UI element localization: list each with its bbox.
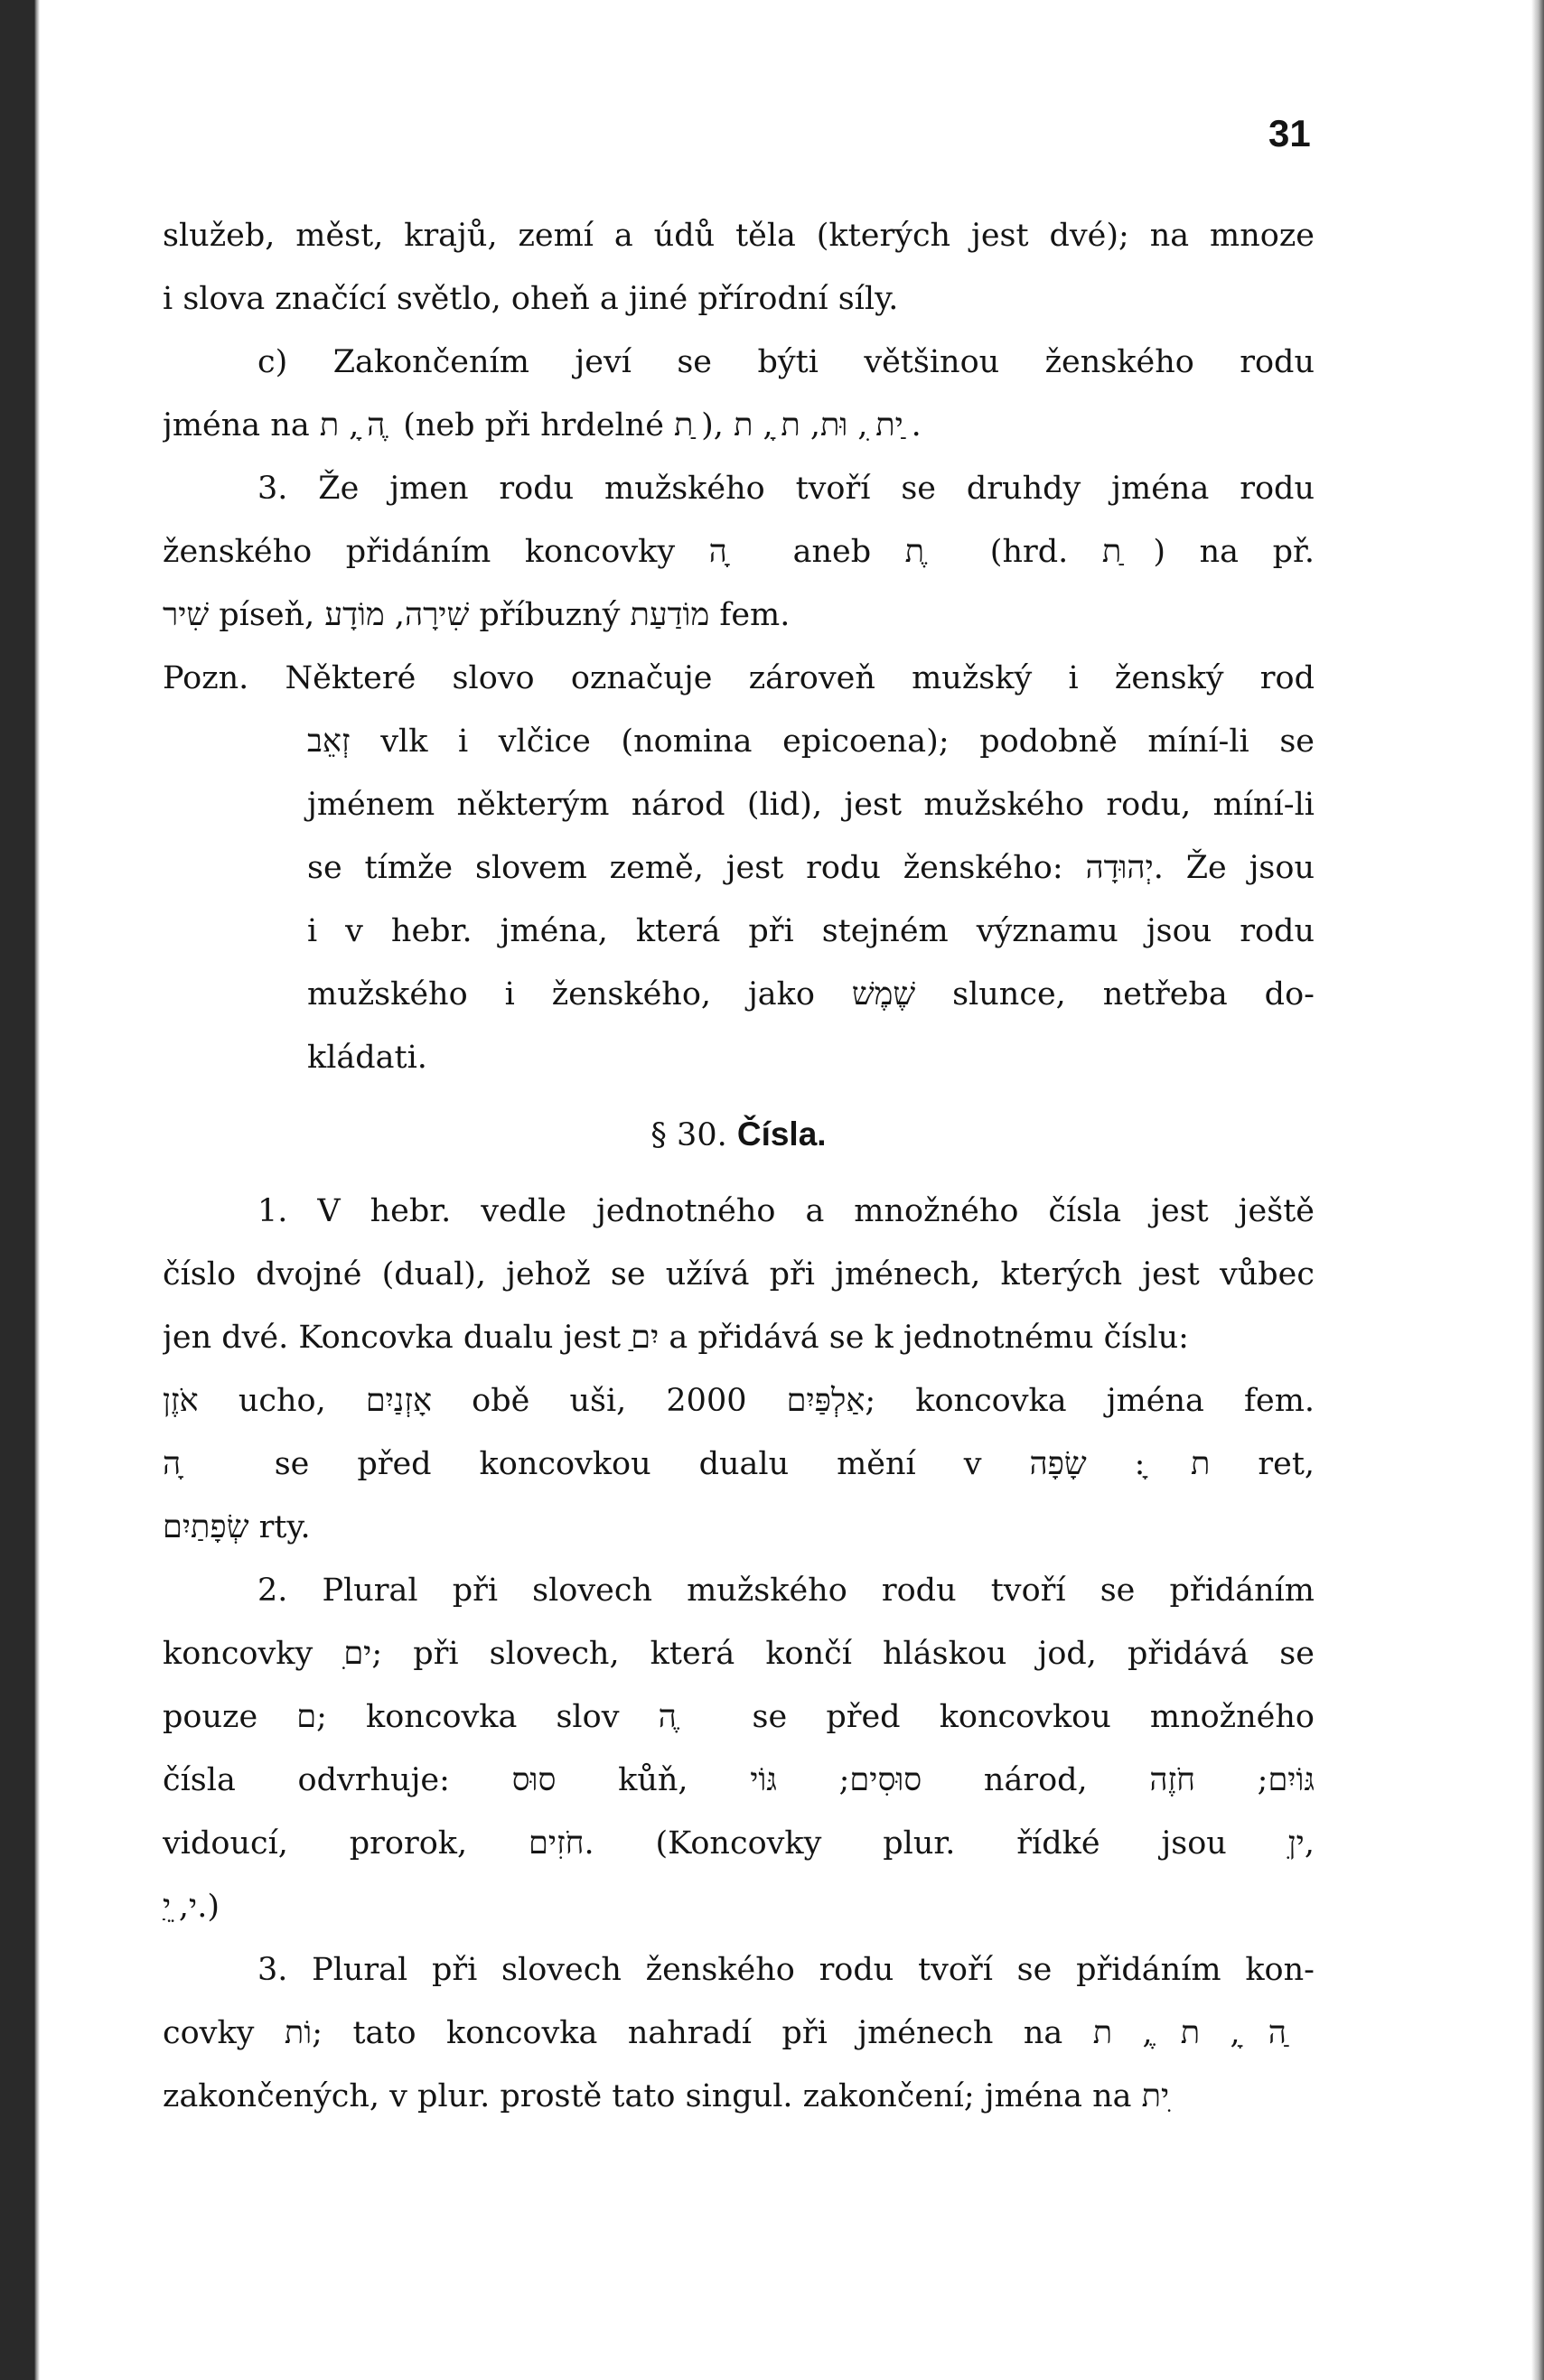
text-line: c) Zakončením jeví se býti většinou ženského rodu — [257, 344, 1315, 380]
text-line: se tímže slovem země, jest rodu ženského: יְהוּדָה. Že jsou — [307, 850, 1315, 886]
text-line: jen dvé. Koncovka dualu jest ַיִם a přidává se k jednotnému číslu: — [163, 1320, 1189, 1356]
text-block-gender — [163, 204, 1315, 1089]
text-line: zakončených, v plur. prostě tato singul. zakončení; jména na ית ִ — [163, 2078, 1177, 2114]
text-line: číslo dvojné (dual), jehož se užívá při jménech, kterých jest vůbec — [163, 1256, 1315, 1293]
text-line: Pozn. Některé slovo označuje zároveň mužský i ženský rod — [163, 660, 1315, 696]
text-block-numbers — [163, 1180, 1315, 2128]
text-line: i slova značící světlo, oheň a jiné přírodní síly. — [163, 281, 899, 317]
text-line: koncovky ִים; při slovech, která končí hláskou jod, přidává se — [163, 1636, 1315, 1672]
text-line: 3. Plural při slovech ženského rodu tvoří se přidáním kon- — [257, 1952, 1315, 1988]
text-line: kládati. — [307, 1040, 427, 1076]
text-line: אֹזֶן ucho, אָזְנַיִם obě uši, אַלְפַּיִם 2000; koncovka jména fem. — [163, 1383, 1315, 1419]
text-line: pouze ם; koncovka slov ה ֶ se před koncovkou množného — [163, 1699, 1315, 1735]
text-line: שִׁיר píseň, שִׁירָה, מוֹדָע příbuzný מוֹדַעַת fem. — [163, 597, 791, 633]
text-line: čísla odvrhuje: סוּס kůň, סוּסִים; גּוֹי národ, גּוֹיִם; חֹזֶה — [163, 1762, 1315, 1798]
text-line: ה ָ se před koncovkou dualu mění v ת ָ: שָׂפָה ret, — [163, 1446, 1315, 1482]
text-line: 3. Že jmen rodu mužského tvoří se druhdy jména rodu — [257, 471, 1315, 507]
text-line: שְׂפָתַיִם rty. — [163, 1509, 311, 1545]
page-edge-shadow — [1531, 0, 1544, 2380]
page-body — [163, 204, 1315, 2128]
text-line: 1. V hebr. vedle jednotného a množného čísla jest ještě — [257, 1193, 1315, 1229]
text-line: ַי, ֵי.) — [163, 1889, 220, 1925]
text-line: covky וֹת; tato koncovka nahradí při jménech na ה ָ, ת ֶ, ת ַ — [163, 2015, 1315, 2051]
text-line: 2. Plural při slovech mužského rodu tvoří se přidáním — [257, 1573, 1315, 1609]
text-line: ženského přidáním koncovky ה ָ aneb ת ֶ (hrd. ת ַ) na př. — [163, 534, 1315, 570]
text-line: i v hebr. jména, která při stejném významu jsou rodu — [307, 913, 1315, 949]
book-spine-shadow — [0, 0, 40, 2380]
text-line: služeb, měst, krajů, zemí a údů těla (kterých jest dvé); na mnoze — [163, 218, 1315, 254]
text-line: jména na ה ָ, ת ֶ (neb při hrdelné ת ַ), ית ִ, וּת, ת ָ, ת ַ. — [163, 407, 922, 443]
page-number: 31 — [1268, 112, 1311, 154]
section-sign: § 30. — [650, 1117, 727, 1153]
text-line: mužského i ženského, jako שֶׁמֶשׁ slunce, netřeba do- — [307, 976, 1315, 1013]
text-line: vidoucí, prorok, חֹזִים. (Koncovky plur. řídké jsou ִין, — [163, 1825, 1315, 1862]
text-line: jménem některým národ (lid), jest mužského rodu, míní-li — [307, 787, 1315, 823]
section-title: Čísla. — [736, 1115, 827, 1153]
section-heading — [163, 1089, 1315, 1180]
text-line: זְאֵב vlk i vlčice (nomina epicoena); podobně míní-li se — [307, 723, 1315, 760]
